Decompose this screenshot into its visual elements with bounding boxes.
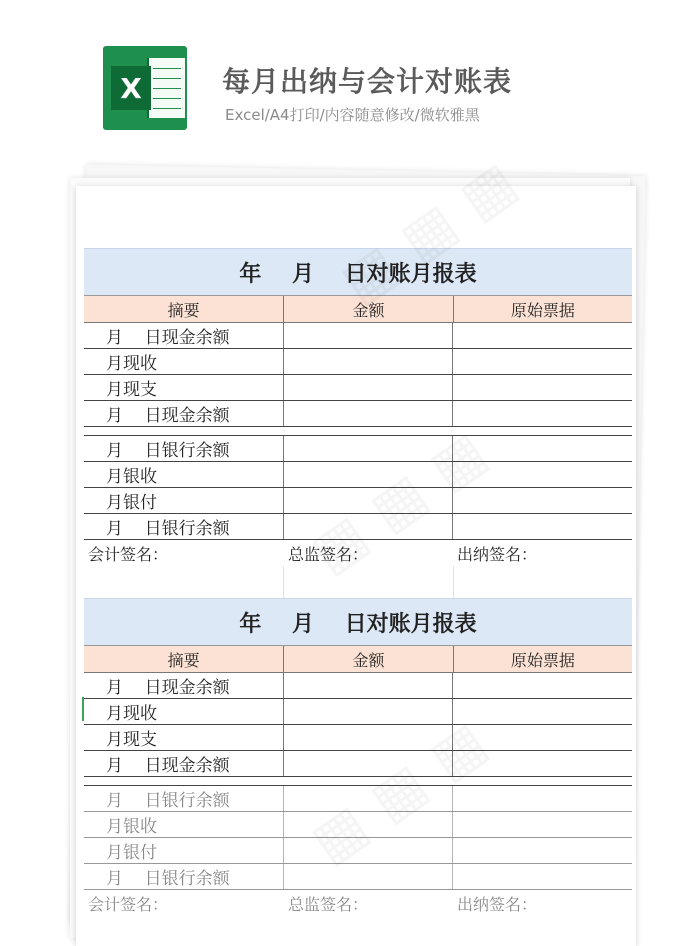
voucher-cell[interactable]	[453, 514, 632, 539]
signature-row	[84, 890, 632, 916]
col-amount: 金额	[284, 646, 453, 672]
section-divider	[84, 427, 632, 436]
amount-cell[interactable]	[284, 436, 454, 461]
voucher-cell[interactable]	[453, 349, 632, 374]
page-title: 每月出纳与会计对账表	[222, 65, 513, 98]
amount-cell[interactable]	[284, 838, 454, 863]
accountant-signature[interactable]: 会计签名：	[88, 894, 169, 914]
amount-cell[interactable]	[284, 514, 454, 539]
amount-cell[interactable]	[284, 725, 454, 750]
accountant-signature[interactable]: 会计签名：	[88, 544, 169, 564]
col-amount: 金额	[284, 296, 453, 322]
report-title: 年 月 日对账月报表	[84, 598, 632, 645]
amount-cell[interactable]	[284, 864, 454, 889]
voucher-cell[interactable]	[453, 673, 632, 698]
voucher-cell[interactable]	[453, 838, 632, 863]
table-row[interactable]	[84, 751, 632, 777]
report-title: 年 月 日对账月报表	[84, 248, 632, 295]
col-summary: 摘要	[84, 296, 284, 322]
table-row[interactable]	[84, 838, 632, 864]
voucher-cell[interactable]	[453, 786, 632, 811]
amount-cell[interactable]	[284, 323, 454, 348]
voucher-cell[interactable]	[453, 864, 632, 889]
row-label: 月银付	[84, 488, 284, 513]
col-summary: 摘要	[84, 646, 284, 672]
amount-cell[interactable]	[284, 673, 454, 698]
signature-row	[84, 540, 632, 566]
row-label: 月现支	[84, 725, 284, 750]
blank-row	[84, 566, 632, 602]
row-label: 月银收	[84, 812, 284, 837]
row-label: 月 日银行余额	[84, 864, 284, 889]
row-label: 月银付	[84, 838, 284, 863]
amount-cell[interactable]	[284, 401, 454, 426]
row-label: 月现收	[84, 349, 284, 374]
voucher-cell[interactable]	[453, 436, 632, 461]
row-label: 月 日银行余额	[84, 436, 284, 461]
table-row[interactable]	[84, 349, 632, 375]
director-signature[interactable]: 总监签名：	[288, 894, 369, 914]
page-subtitle: Excel/A4打印/内容随意修改/微软雅黑	[225, 106, 480, 124]
table-row[interactable]	[84, 375, 632, 401]
table-row[interactable]	[84, 436, 632, 462]
row-label: 月现支	[84, 375, 284, 400]
row-label: 月 日银行余额	[84, 786, 284, 811]
row-label: 月现收	[84, 699, 284, 724]
faded-bottom-section	[84, 786, 632, 916]
column-header-row	[84, 645, 632, 673]
amount-cell[interactable]	[284, 699, 454, 724]
column-header-row	[84, 295, 632, 323]
row-label: 月 日现金余额	[84, 751, 284, 776]
voucher-cell[interactable]	[453, 488, 632, 513]
report-table-1	[84, 248, 632, 602]
voucher-cell[interactable]	[453, 375, 632, 400]
voucher-cell[interactable]	[453, 323, 632, 348]
amount-cell[interactable]	[284, 786, 454, 811]
amount-cell[interactable]	[284, 462, 454, 487]
voucher-cell[interactable]	[453, 462, 632, 487]
row-label: 月 日现金余额	[84, 673, 284, 698]
excel-x-letter: X	[111, 66, 151, 110]
table-row[interactable]	[84, 812, 632, 838]
row-label: 月 日现金余额	[84, 323, 284, 348]
report-table-2	[84, 598, 632, 916]
voucher-cell[interactable]	[453, 725, 632, 750]
table-row[interactable]	[84, 514, 632, 540]
excel-icon	[103, 46, 187, 130]
table-row[interactable]	[84, 699, 632, 725]
col-vouchers: 原始票据	[510, 300, 575, 320]
table-row[interactable]	[84, 462, 632, 488]
col-vouchers: 原始票据	[510, 650, 575, 670]
amount-cell[interactable]	[284, 349, 454, 374]
director-signature[interactable]: 总监签名：	[288, 544, 369, 564]
amount-cell[interactable]	[284, 751, 454, 776]
cell-cursor	[82, 697, 84, 721]
voucher-cell[interactable]	[453, 401, 632, 426]
amount-cell[interactable]	[284, 812, 454, 837]
section-divider	[84, 777, 632, 786]
table-row[interactable]	[84, 323, 632, 349]
voucher-cell[interactable]	[453, 812, 632, 837]
table-row[interactable]	[84, 725, 632, 751]
row-label: 月 日现金余额	[84, 401, 284, 426]
cashier-signature[interactable]: 出纳签名：	[457, 894, 538, 914]
row-label: 月 日银行余额	[84, 514, 284, 539]
row-label: 月银收	[84, 462, 284, 487]
voucher-cell[interactable]	[453, 751, 632, 776]
table-row[interactable]	[84, 673, 632, 699]
table-row[interactable]	[84, 786, 632, 812]
table-row[interactable]	[84, 401, 632, 427]
amount-cell[interactable]	[284, 488, 454, 513]
amount-cell[interactable]	[284, 375, 454, 400]
table-row[interactable]	[84, 488, 632, 514]
cashier-signature[interactable]: 出纳签名：	[457, 544, 538, 564]
table-row[interactable]	[84, 864, 632, 890]
voucher-cell[interactable]	[453, 699, 632, 724]
